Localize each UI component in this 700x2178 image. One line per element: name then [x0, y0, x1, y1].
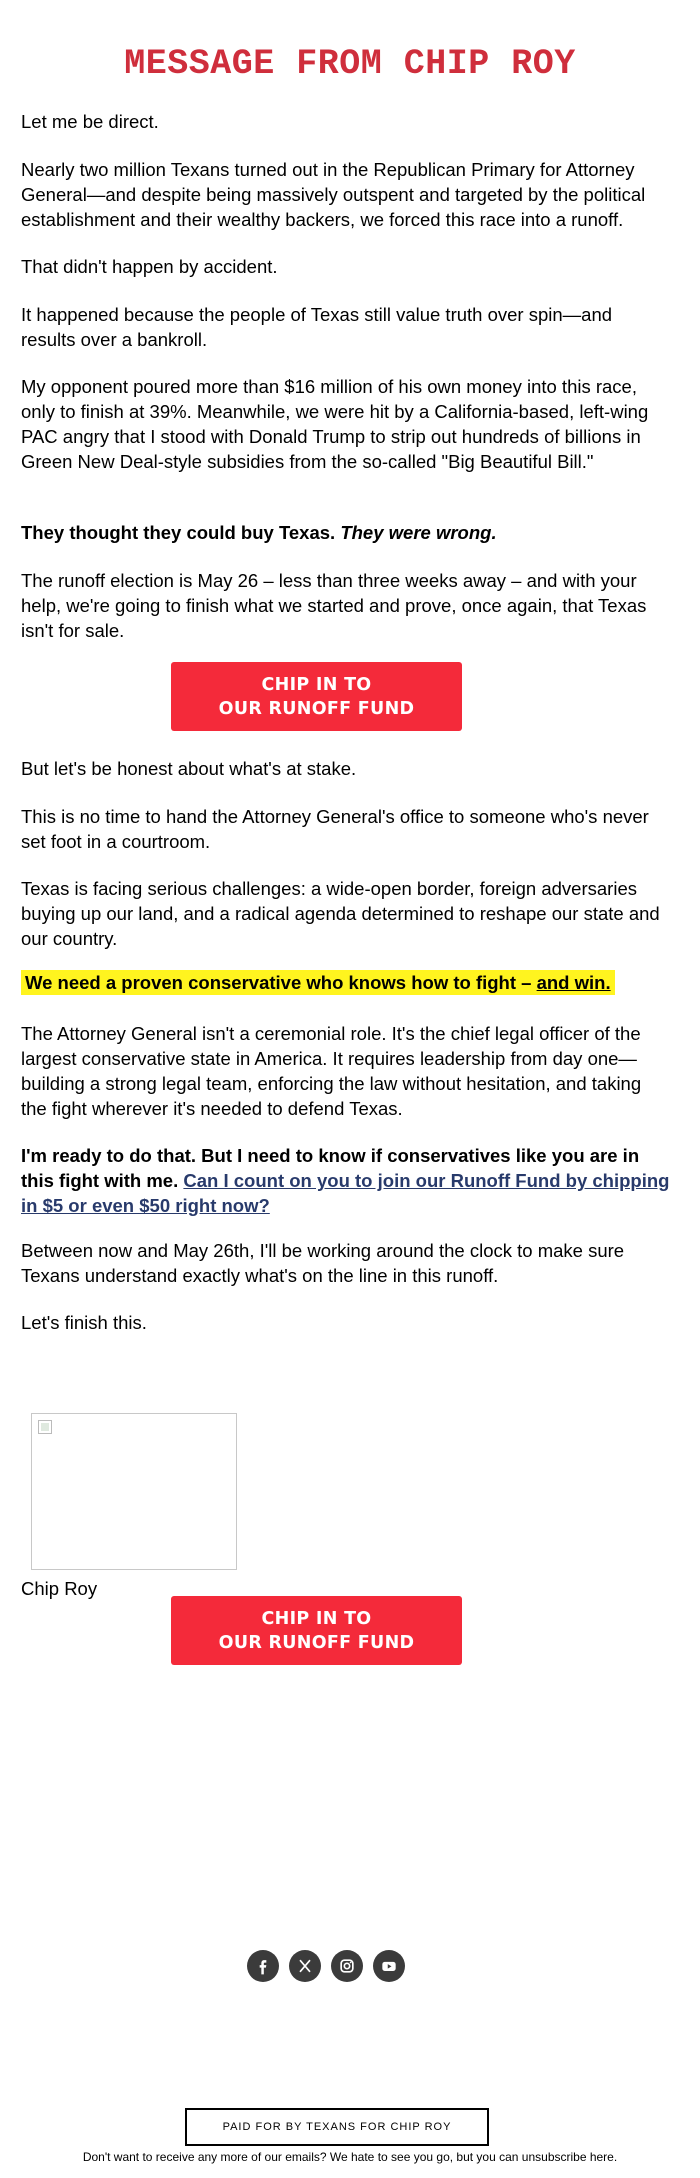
paragraph-challenges: Texas is facing serious challenges: a wide-open border, foreign adversaries buying up our land, and a radical agenda determined to reshape our state and our country.	[21, 878, 660, 949]
signature-name: Chip Roy	[21, 1578, 98, 1599]
paragraph-proven-conservative	[21, 970, 671, 995]
buy-texas-text: They thought they could buy Texas.	[21, 522, 336, 543]
facebook-icon	[253, 1956, 273, 1976]
instagram-icon	[337, 1956, 357, 1976]
paragraph-courtroom: This is no time to hand the Attorney General's office to someone who's never set foot in a courtroom.	[21, 806, 649, 852]
x-link[interactable]	[289, 1950, 321, 1982]
paragraph-whats-at-stake: But let's be honest about what's at stake.	[21, 758, 357, 779]
and-win-text: and win.	[536, 972, 611, 993]
paragraph-truth-over-spin: It happened because the people of Texas still value truth over spin—and results over a bankroll.	[21, 304, 613, 350]
paragraph-attorney-general-role: The Attorney General isn't a ceremonial role. It's the chief legal officer of the largest conservative state in America. It requires leadership from day one—building a strong legal team, enforcing the law without hesitation, and taking the fight wherever it's needed to defend Texas.	[21, 1023, 642, 1119]
broken-image-icon	[38, 1420, 52, 1434]
chip-in-button-bottom-line2: OUR RUNOFF FUND	[218, 1632, 415, 1653]
x-icon	[295, 1956, 315, 1976]
runoff-fund-link[interactable]: Can I count on you to join our Runoff Fund by chipping in $5 or even $50 right now?	[21, 1170, 670, 1216]
paragraph-around-the-clock: Between now and May 26th, I'll be working around the clock to make sure Texans understand exactly what's on the line in this runoff.	[21, 1240, 625, 1286]
youtube-link[interactable]	[373, 1950, 405, 1982]
facebook-link[interactable]	[247, 1950, 279, 1982]
email-title: MESSAGE FROM CHIP ROY	[124, 44, 576, 84]
youtube-icon	[379, 1956, 399, 1976]
paid-for-disclaimer: PAID FOR BY TEXANS FOR CHIP ROY	[185, 2108, 489, 2146]
chip-in-button[interactable]	[171, 662, 462, 731]
they-were-wrong-text: They were wrong.	[340, 522, 497, 543]
chip-in-button-line1: CHIP IN TO	[261, 674, 372, 695]
chip-in-button-bottom[interactable]	[171, 1596, 462, 1665]
paragraph-ready-to-fight	[21, 1143, 671, 1218]
signature-image	[31, 1413, 237, 1570]
paragraph-opponent-spending: My opponent poured more than $16 million of his own money into this race, only to finish at 39%. Meanwhile, we were hit by a California-based, left-wing PAC angry that I stood with Donald Trump to strip out hundreds of billions in Green New Deal-style subsidies from the so-called "Big Beautiful Bill."	[21, 376, 649, 472]
paragraph-intro: Let me be direct.	[21, 111, 159, 132]
chip-in-button-bottom-line1: CHIP IN TO	[261, 1608, 372, 1629]
paragraph-runoff-date: The runoff election is May 26 – less than three weeks away – and with your help, we're going to finish what we started and prove, once again, that Texas isn't for sale.	[21, 570, 647, 641]
instagram-link[interactable]	[331, 1950, 363, 1982]
highlighted-text: We need a proven conservative who knows how to fight –	[25, 972, 532, 993]
ready-text: I'm ready to do that. But I need to know if conservatives like you are in this fight with me.	[21, 1145, 640, 1191]
paragraph-not-accident: That didn't happen by accident.	[21, 256, 278, 277]
highlighted-statement	[21, 970, 615, 995]
chip-in-button-line2: OUR RUNOFF FUND	[218, 698, 415, 719]
paragraph-finish-this: Let's finish this.	[21, 1312, 147, 1333]
paragraph-buy-texas	[21, 520, 671, 545]
unsubscribe-text[interactable]: Don't want to receive any more of our emails? We hate to see you go, but you can unsubscribe here.	[82, 2150, 618, 2164]
paragraph-primary-results: Nearly two million Texans turned out in the Republican Primary for Attorney General—and despite being massively outspent and targeted by the political establishment and their wealthy backers, we forced this race into a runoff.	[21, 159, 646, 230]
